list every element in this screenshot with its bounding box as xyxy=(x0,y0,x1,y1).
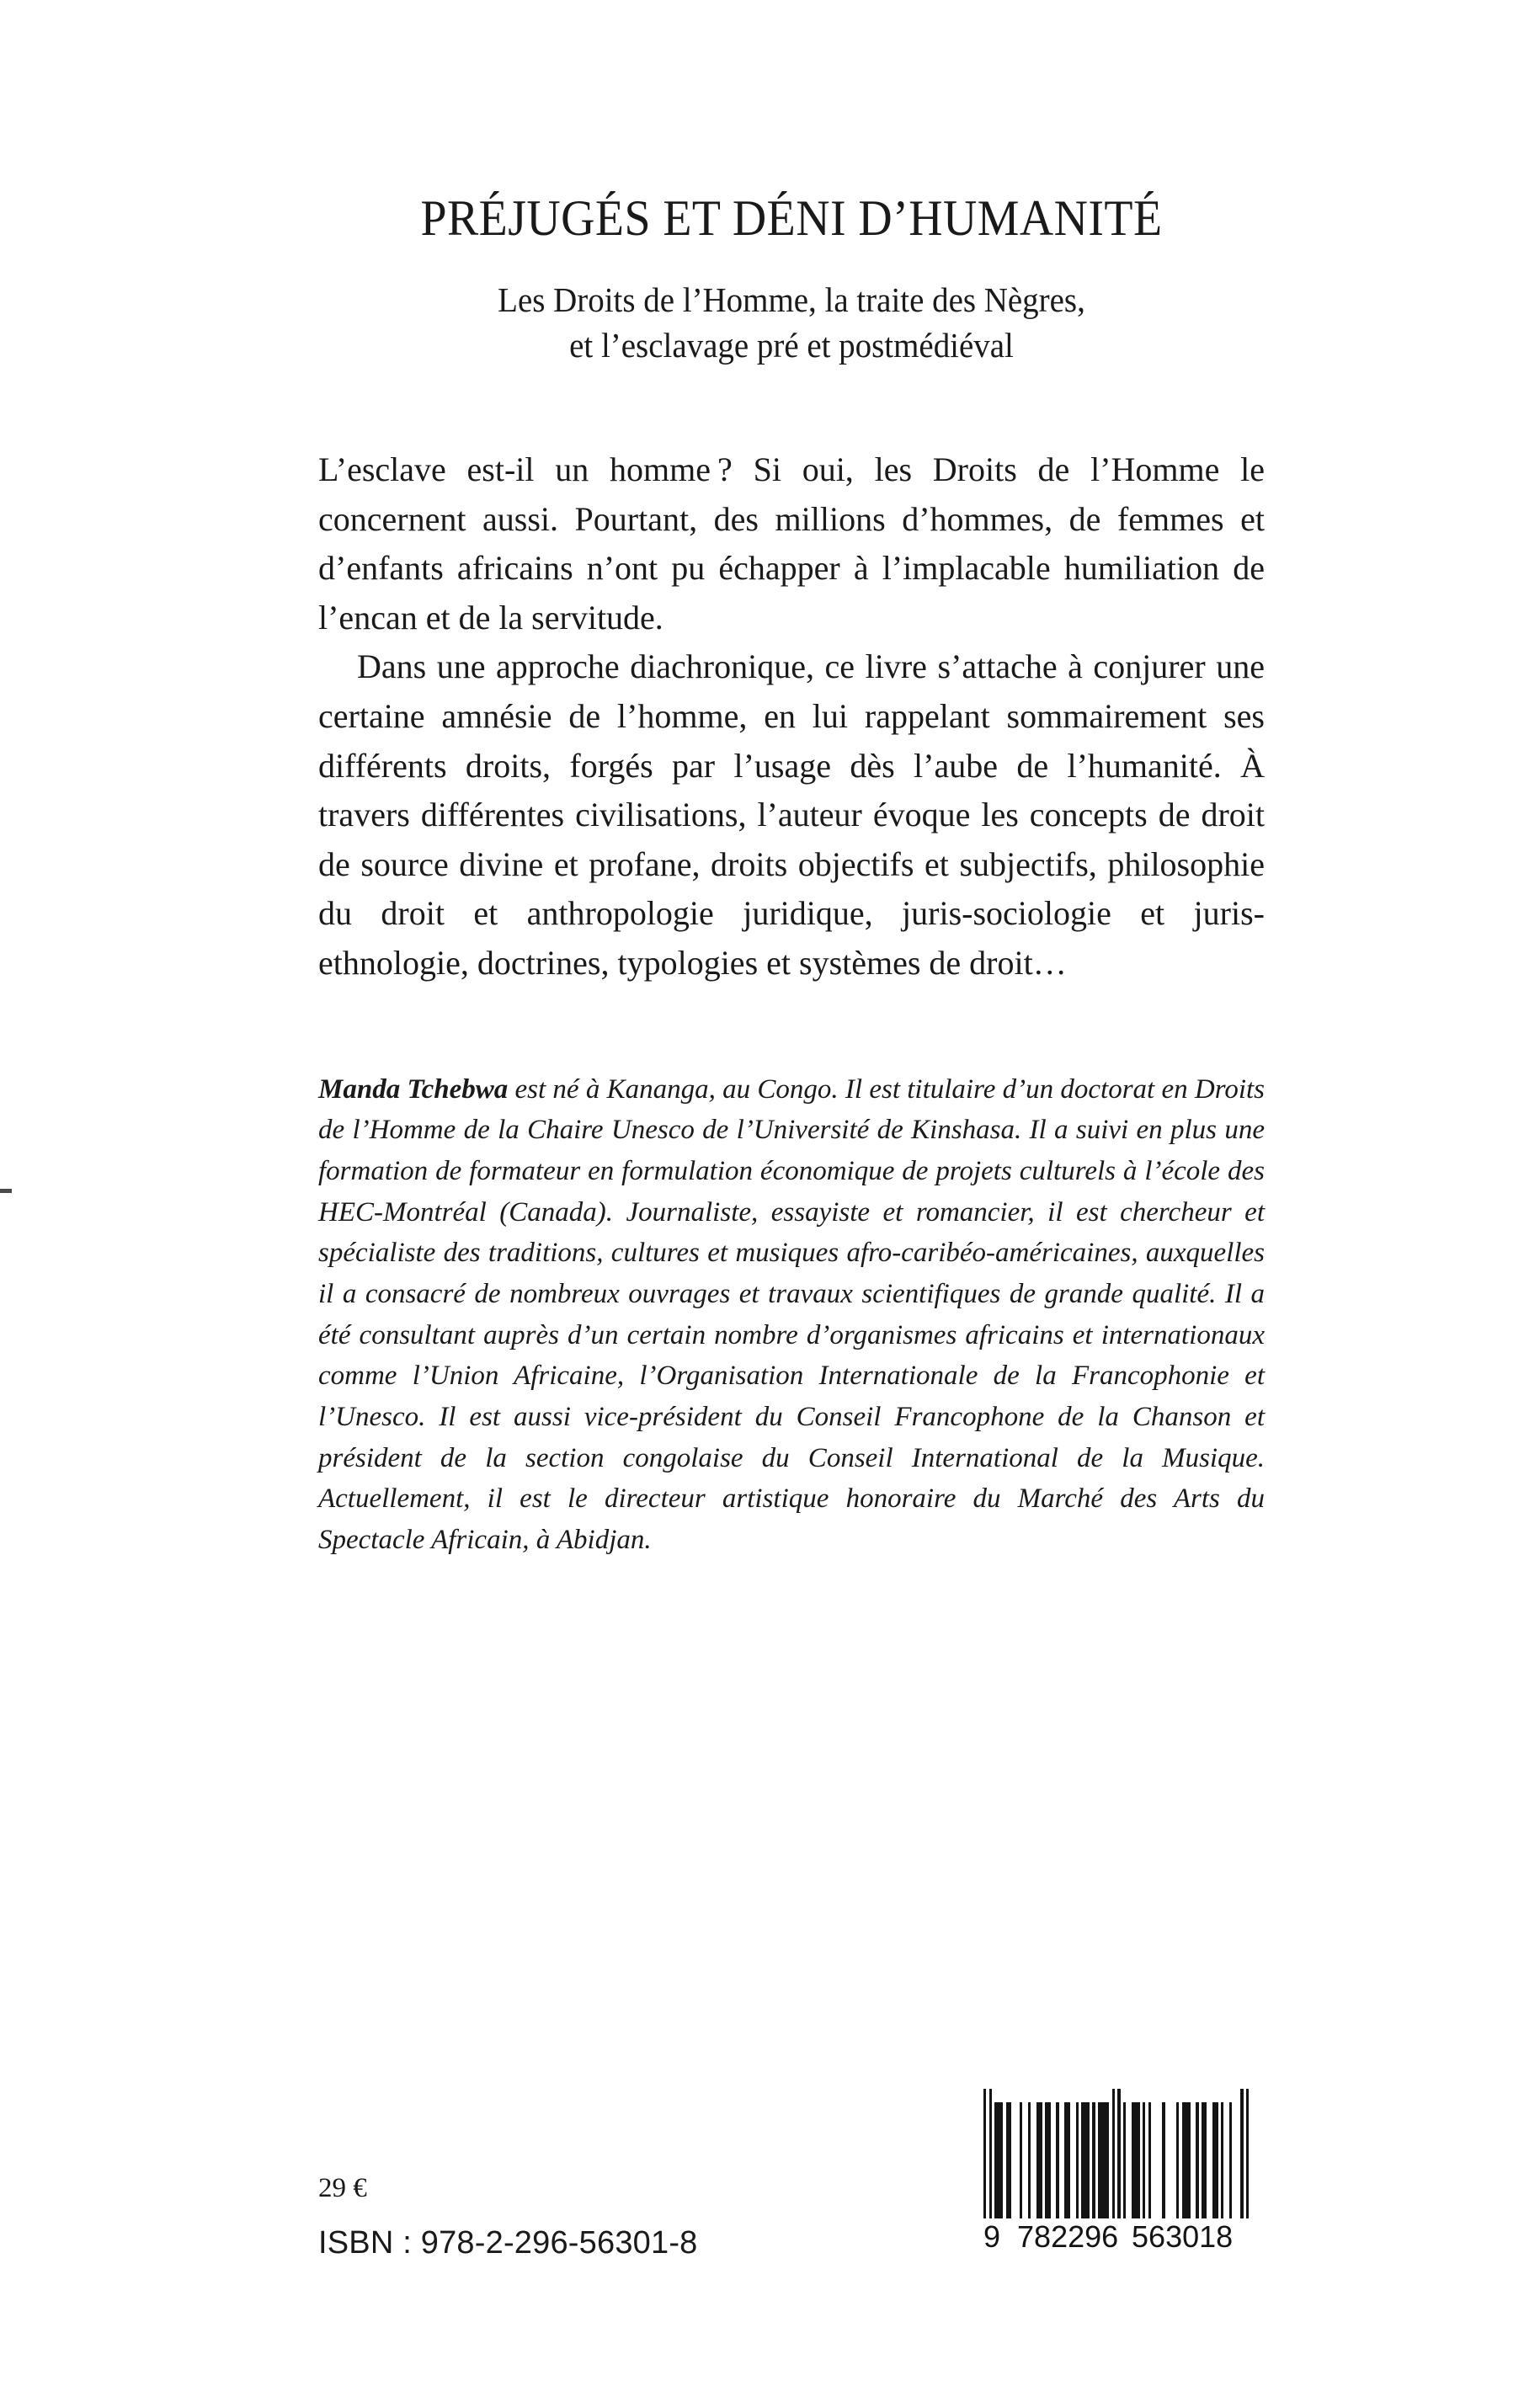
crop-mark-tick xyxy=(0,1189,12,1193)
barcode-space xyxy=(1223,2102,1229,2218)
blurb-section xyxy=(318,368,1265,988)
author-bio-text: est né à Kananga, au Congo. Il est titulaire d’un doctorat en Droits de l’Homme de la Chaire Unesco de l’Université de Kinshasa. Il a suivi en plus une formation de formateur en formulation économique de projets culturels à l’école des HEC-Montréal (Canada). Journaliste, essayiste et romancier, il est chercheur et spécialiste des traditions, cultures et musiques afro-caribéo-américaines, auxquelles il a consacré de nombreux ouvrages et travaux scientifiques de grande qualité. Il a été consultant auprès d’un certain nombre d’organismes africains et internationaux comme l’Union Africaine, l’Organisation Internationale de la Francophonie et l’Unesco. Il est aussi vice-président du Conseil Francophone de la Chanson et président de la section congolaise du Conseil International de la Musique. Actuellement, il est le directeur artistique honoraire du Marché des Arts du Spectacle Africain, à Abidjan. xyxy=(318,1073,1265,1555)
barcode-bar xyxy=(1006,2102,1012,2218)
subtitle-line-2: et l’esclavage pré et postmédiéval xyxy=(569,325,1014,365)
barcode-digit: 8 xyxy=(1216,2219,1234,2254)
author-bio-paragraph xyxy=(318,1069,1265,1561)
barcode-digit: 6 xyxy=(1148,2219,1166,2254)
barcode-bar xyxy=(1212,2102,1218,2218)
subtitle-line-1: Les Droits de l’Homme, la traite des Nègres, xyxy=(498,280,1085,320)
barcode-space xyxy=(1031,2102,1036,2218)
barcode-bar xyxy=(1081,2102,1090,2218)
blurb-paragraph-1: L’esclave est-il un homme ? Si oui, les Droits de l’Homme le concernent aussi. Pourtant, des millions d’hommes, de femmes et d’enfants africains n’ont pu échapper à l’implacable humiliation de l’encan et de la servitude. xyxy=(318,450,1265,636)
barcode-space xyxy=(1051,2102,1057,2218)
barcode-space xyxy=(1207,2102,1212,2218)
barcode-digit: 2 xyxy=(1051,2219,1068,2254)
isbn-label: ISBN : 978-2-296-56301-8 xyxy=(318,2224,698,2261)
title-block xyxy=(318,0,1265,368)
barcode-digits xyxy=(983,2218,1250,2252)
barcode-bar xyxy=(1098,2102,1109,2218)
barcode xyxy=(983,2102,1250,2252)
barcode-bars xyxy=(983,2102,1250,2218)
subtitle xyxy=(342,244,1241,368)
barcode-space xyxy=(1059,2102,1065,2218)
barcode-space xyxy=(1070,2102,1076,2218)
barcode-bar xyxy=(1246,2089,1249,2218)
barcode-digit: 6 xyxy=(1101,2219,1119,2254)
barcode-digit: 0 xyxy=(1182,2219,1200,2254)
blurb-paragraph-2: Dans une approche diachronique, ce livre s’attache à conjurer une certaine amnésie de l’homme, en lui rappelant sommairement ses différents droits, forgés par l’usage dès l’aube de l’humanité. À travers différentes civilisations, l’auteur évoque les concepts de droit de source divine et profane, droits objectifs et subjectifs, philosophie du droit et anthropologie juridique, juris-sociologie et juris-ethnologie, doctrines, typologies et systèmes de droit… xyxy=(318,647,1265,982)
barcode-space xyxy=(1165,2102,1176,2218)
barcode-bar xyxy=(1202,2102,1207,2218)
cover-content-column xyxy=(318,0,1265,1561)
barcode-bar xyxy=(1064,2102,1070,2218)
barcode-digit: 3 xyxy=(1165,2219,1183,2254)
barcode-digit: 8 xyxy=(1034,2219,1052,2254)
barcode-digit: 5 xyxy=(1132,2219,1149,2254)
barcode-right-digits xyxy=(1132,2219,1234,2254)
barcode-space xyxy=(1011,2102,1020,2218)
price-label: 29 € xyxy=(318,2173,367,2203)
barcode-bar xyxy=(1132,2102,1140,2218)
barcode-space xyxy=(1191,2102,1196,2218)
barcode-space xyxy=(1151,2102,1162,2218)
barcode-bar xyxy=(994,2102,1003,2218)
barcode-digit: 7 xyxy=(1017,2219,1035,2254)
author-bio-section xyxy=(318,988,1265,1561)
barcode-digit: 2 xyxy=(1068,2219,1085,2254)
barcode-space xyxy=(1126,2102,1132,2218)
barcode-bar xyxy=(1036,2102,1042,2218)
barcode-bar xyxy=(1182,2102,1191,2218)
barcode-space xyxy=(1022,2102,1028,2218)
barcode-digit: 9 xyxy=(1084,2219,1102,2254)
barcode-space xyxy=(1232,2102,1240,2218)
page-title: PRÉJUGÉS ET DÉNI D’HUMANITÉ xyxy=(420,190,1163,246)
barcode-lead-digit: 9 xyxy=(983,2219,1001,2254)
barcode-digit: 1 xyxy=(1199,2219,1217,2254)
author-name: Manda Tchebwa xyxy=(318,1073,509,1105)
footer-block xyxy=(318,2172,790,2262)
barcode-left-digits xyxy=(1017,2219,1119,2254)
barcode-bar xyxy=(1045,2102,1051,2218)
